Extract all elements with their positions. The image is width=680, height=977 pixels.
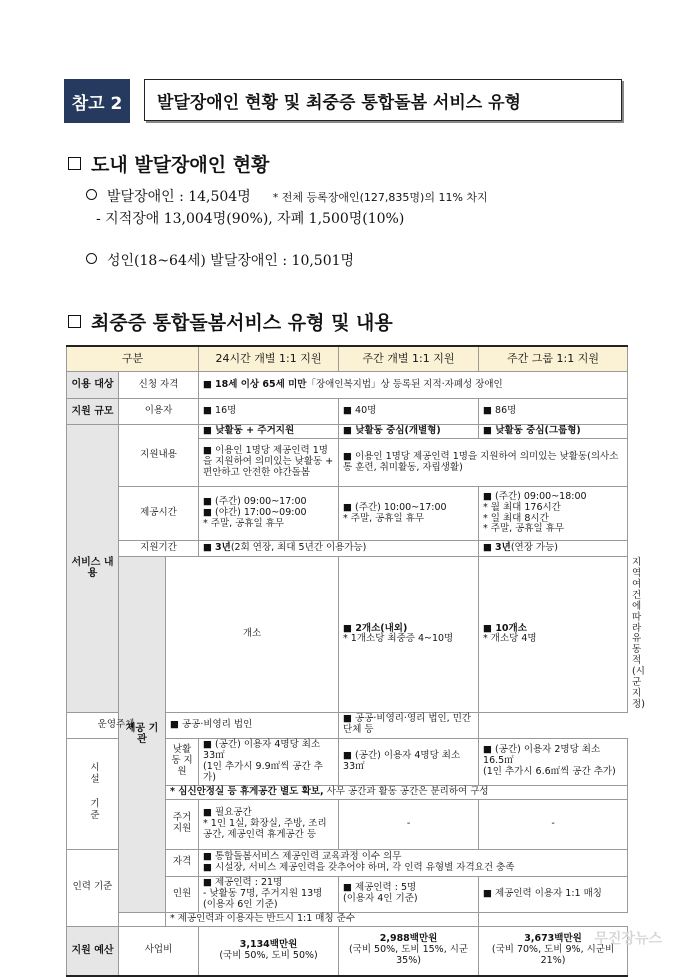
cell-line: ■ 10개소 [483, 622, 527, 634]
cell-line: ■ (주간) 09:00~17:00 [203, 496, 307, 508]
table-row-scale [67, 399, 628, 425]
table-cell [479, 487, 628, 541]
sub-label: 인원 [166, 876, 199, 912]
cell-line: ■ (공간) 이용자 2명당 최소 16.5㎡ [483, 744, 601, 767]
table-cell: - [479, 799, 628, 849]
table-cell: ■ 낮활동 + 주거지원 [199, 425, 339, 439]
stat-line-1 [86, 186, 488, 206]
table-cell [339, 876, 479, 912]
row-label: 지원내용 [119, 425, 199, 487]
checkbox-square-icon [68, 315, 81, 328]
table-cell [199, 738, 339, 785]
budget-amount: 3,673백만원 [524, 933, 582, 945]
cell-line: * 주말, 공휴일 휴무 [343, 512, 425, 524]
cell-line: ■ 통합돌봄서비스 제공인력 교육과정 이수 의무 [203, 850, 402, 862]
circle-bullet-icon [86, 189, 97, 200]
row-label: 개소 [166, 557, 339, 713]
table-cell: ■ 낮활동 중심(그룹형) [479, 425, 628, 439]
table-cell [166, 785, 628, 799]
header-category: 구분 [67, 346, 199, 372]
budget-split: (국비 50%, 도비 15%, 시군 35%) [348, 944, 469, 967]
section1-heading [68, 150, 269, 177]
group-label: 이용 대상 [67, 372, 119, 399]
table-row-period [67, 541, 628, 557]
watermark: 무진장뉴스 [594, 931, 662, 947]
cell-line: (이용자 4인 기준) [343, 893, 418, 905]
table-cell: ■ 이용인 1명당 제공인력 1명을 지원하여 의미있는 낮활동(의사소통 훈련, 취미활동, 자립생활) [339, 439, 628, 487]
table-cell: ■ 제공인력 이용자 1:1 매칭 [479, 876, 628, 912]
period-bold: 3년 [215, 542, 231, 554]
table-cell [199, 876, 339, 912]
table-cell [199, 799, 339, 849]
stat-line-adult [86, 250, 354, 270]
table-cell [479, 557, 628, 713]
table-cell: ■ 공공·비영리·영리 법인, 민간단체 등 [339, 712, 479, 738]
facility-note-bold: * 심신안정실 등 휴게공간 별도 확보, [170, 785, 324, 797]
section1-title: 도내 발달장애인 현황 [91, 154, 270, 176]
table-cell: ■ 40명 [339, 399, 479, 425]
header-24h: 24시간 개별 1:1 지원 [199, 346, 339, 372]
facility-note-rest: 사무 공간과 활동 공간은 분리하여 구성 [323, 785, 489, 797]
sub-label: 주거 지원 [166, 799, 199, 849]
table-cell [339, 487, 479, 541]
cell-line: * 주말, 공휴일 휴무 [203, 517, 285, 529]
cell-line: ■ 제공인력 : 5명 [343, 882, 417, 894]
group-label: 지원 예산 [67, 926, 119, 976]
row-label: 지원기간 [119, 541, 199, 557]
row-label: 제공시간 [119, 487, 199, 541]
target-bold: 18세 이상 65세 미만 [215, 378, 307, 390]
budget-split: (국비 70%, 도비 9%, 시군비 21%) [491, 944, 615, 967]
row-label: 이용자 [119, 399, 199, 425]
sub-label: 자격 [166, 849, 199, 876]
table-cell: * 제공인력과 이용자는 반드시 1:1 매칭 준수 [166, 912, 479, 926]
table-row-target [67, 372, 628, 399]
service-type-table [66, 345, 645, 977]
group-label: 지원 규모 [67, 399, 119, 425]
cell-line: * 월 최대 176시간 [483, 501, 561, 513]
period-rest: (2회 연장, 최대 5년간 이용가능) [230, 542, 367, 554]
table-cell: ■ 16명 [199, 399, 339, 425]
budget-amount: 3,134백만원 [239, 938, 298, 950]
row-label: 사업비 [119, 926, 199, 976]
cell-line: ■ 시설장, 서비스 제공인력을 갖추어야 하며, 각 인력 유형별 자격요건 충족 [203, 861, 515, 873]
cell-line: ■ 제공인력 : 21명 [203, 876, 283, 888]
appendix-header [64, 79, 624, 123]
table-row-content-head [67, 425, 628, 439]
cell-line: ■ (야간) 17:00~09:00 [203, 507, 307, 519]
cell-line: (1인 추가시 9.9㎡씩 공간 추가) [203, 760, 323, 783]
budget-split: (국비 50%, 도비 50%) [219, 949, 318, 961]
cell-line: ■ (주간) 09:00~18:00 [483, 490, 587, 502]
table-cell: ■ 3년(연장 가능) [479, 541, 628, 557]
target-rest: 「장애인복지법」상 등록된 지적·자폐성 장애인 [306, 378, 503, 390]
row-label: 운영주체 [67, 712, 166, 738]
cell-line: ■ 2개소(내외) [343, 622, 408, 634]
cell-line: * 일 최대 8시간 [483, 512, 549, 524]
row-label [67, 738, 119, 849]
cell-line: * 1개소당 최중증 4~10명 [343, 633, 454, 645]
group-label: 서비스 내용 [67, 425, 119, 713]
cell-line: ■ (주간) 10:00~17:00 [343, 501, 447, 513]
circle-bullet-icon [86, 253, 97, 264]
appendix-badge: 참고 2 [64, 79, 130, 123]
row-label: 인력 기준 [67, 849, 119, 926]
stat-total-note: * 전체 등록장애인(127,835명)의 11% 차지 [272, 191, 488, 204]
table-cell: - [339, 799, 479, 849]
cell-line: - 낮활동 7명, 주거지원 13명 (이용자 6인 기준) [203, 887, 323, 910]
table-cell: ■ 이용인 1명당 제공인력 1명을 지원하여 의미있는 낮활동 + 편안하고 안전한 야간돌봄 [199, 439, 339, 487]
cell-line: * 개소당 4명 [483, 633, 537, 645]
table-cell: ■ 86명 [479, 399, 628, 425]
table-row-budget [67, 926, 628, 976]
table-cell: ■ 공공·비영리 법인 [166, 712, 339, 738]
table-cell [339, 926, 479, 976]
sub-label: 낮활동 지원 [166, 738, 199, 785]
stat-total: 발달장애인 : 14,504명 [107, 189, 251, 205]
row-label: 신청 자격 [119, 372, 199, 399]
budget-amount: 2,988백만원 [379, 933, 438, 945]
header-day-individual: 주간 개별 1:1 지원 [339, 346, 479, 372]
group-label: 제공 기관 [119, 557, 166, 913]
table-cell [339, 738, 479, 785]
table-cell: ■ 3년(2회 연장, 최대 5년간 이용가능) [199, 541, 479, 557]
stat-adult: 성인(18~64세) 발달장애인 : 10,501명 [107, 253, 355, 269]
facility-label: 시설 기준 [87, 762, 99, 822]
table-cell [339, 557, 479, 713]
cell-line: ■ (공간) 이용자 4명당 최소 33㎡ [203, 738, 321, 761]
appendix-title: 발달장애인 현황 및 최중증 통합돌봄 서비스 유형 [144, 79, 622, 121]
table-cell: ■ 낮활동 중심(개별형) [339, 425, 479, 439]
table-header-row [67, 346, 628, 372]
table-cell [199, 487, 339, 541]
table-row-time [67, 487, 628, 541]
table-cell [479, 738, 628, 785]
cell-line: * 1인 1실, 화장실, 주방, 조리공간, 제공인력 휴게공간 등 [203, 817, 327, 840]
sub-label [119, 912, 166, 926]
target-cell: ■ 18세 이상 65세 미만「장애인복지법」상 등록된 지적·자폐성 장애인 [199, 372, 628, 399]
table-cell [199, 849, 628, 876]
period-rest: (연장 가능) [510, 542, 558, 554]
section2-title: 최중증 통합돌봄서비스 유형 및 내용 [91, 312, 393, 334]
period-bold: 3년 [495, 542, 511, 554]
checkbox-square-icon [68, 157, 81, 170]
cell-line: ■ 필요공간 [203, 806, 252, 818]
stat-breakdown: - 지적장애 13,004명(90%), 자폐 1,500명(10%) [96, 211, 405, 227]
cell-line: ■ (공간) 이용자 4명당 최소 33㎡ [343, 749, 461, 772]
table-row-open: 제공 기관 개소 ■ 2개소(내외) * 1개소당 최중증 4~10명 ■ 10개소 * 개소당 4명 지역 여건에 따라 유동적 (시군 지정) [67, 557, 628, 713]
cell-line: * 주말, 공휴일 휴무 [483, 523, 565, 535]
table-cell [199, 926, 339, 976]
section2-heading [68, 308, 393, 335]
cell-line: (1인 추가시 6.6㎡씩 공간 추가) [483, 766, 616, 778]
header-day-group: 주간 그룹 1:1 지원 [479, 346, 628, 372]
table-row-personnel-note [67, 912, 628, 926]
